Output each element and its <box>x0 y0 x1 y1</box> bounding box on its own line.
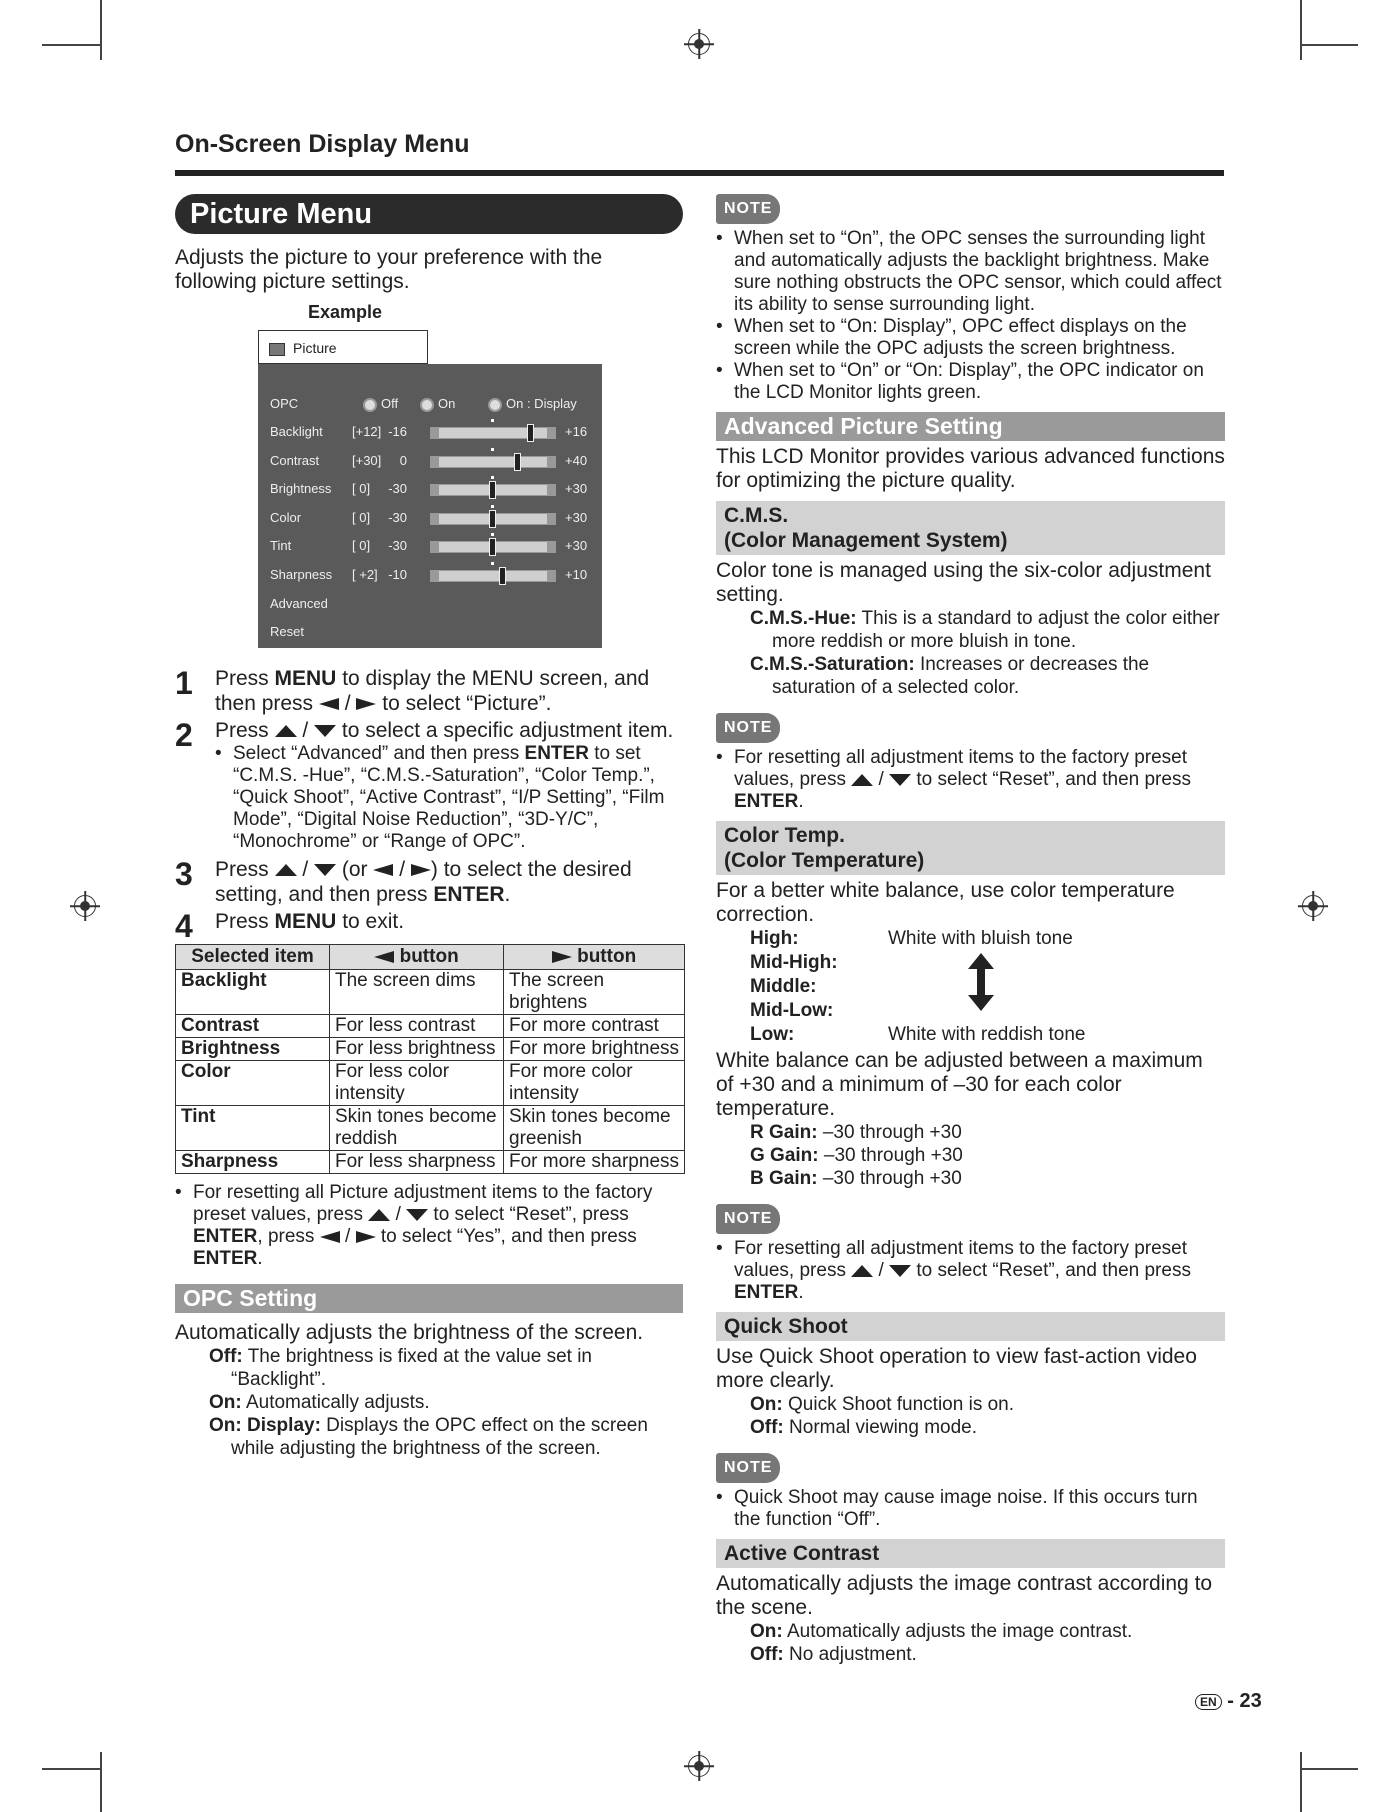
registration-mark-icon <box>74 895 96 917</box>
osd-slider <box>430 541 556 553</box>
left-arrow-icon <box>319 698 339 710</box>
osd-row-value: [+30] <box>352 452 382 468</box>
example-label: Example <box>307 302 383 322</box>
crop-mark <box>42 44 100 46</box>
down-arrow-icon <box>889 1265 911 1277</box>
slider-center-tick <box>491 562 494 565</box>
cms-reset-note: • For resetting all adjustment items to the factory preset values, press / to select “Reset”, and then press ENTER. <box>716 747 1225 813</box>
left-column <box>175 194 683 1460</box>
osd-opc-label: OPC <box>270 396 299 411</box>
table-cell-left: For less color intensity <box>330 1061 504 1106</box>
adjustment-table <box>175 944 685 1174</box>
osd-row-min: -30 <box>388 481 407 496</box>
slider-left-cap <box>431 542 439 552</box>
down-arrow-icon <box>314 864 336 876</box>
r-gain: R Gain: –30 through +30 <box>750 1122 962 1143</box>
ac-on: On: Automatically adjusts the image contrast. <box>750 1621 1133 1642</box>
slider-thumb <box>514 453 521 471</box>
note-badge: NOTE <box>716 1204 780 1234</box>
osd-slider <box>430 484 556 496</box>
quick-shoot-note: • Quick Shoot may cause image noise. If this occurs turn the function “Off”. <box>716 1487 1225 1531</box>
osd-slider-row <box>270 565 600 585</box>
crop-mark <box>100 0 102 60</box>
osd-opc-on: On <box>420 394 455 414</box>
table-header-left-button: button <box>330 945 504 970</box>
table-header-row <box>176 945 685 970</box>
osd-opc-off: Off <box>363 394 398 414</box>
osd-slider-row <box>270 479 600 499</box>
opc-note-3: • When set to “On” or “On: Display”, the OPC indicator on the LCD Monitor lights green. <box>716 360 1225 404</box>
ct-reset-note: • For resetting all adjustment items to the factory preset values, press / to select “Reset”, and then press ENTER. <box>716 1238 1225 1304</box>
osd-row-max: +10 <box>565 566 588 582</box>
b-gain: B Gain: –30 through +30 <box>750 1168 962 1189</box>
advanced-picture-setting-title: Advanced Picture Setting <box>716 412 1225 441</box>
table-cell-right: For more sharpness <box>504 1151 685 1174</box>
table-cell-item: Sharpness <box>176 1151 330 1174</box>
osd-row-label: Color <box>270 509 302 525</box>
table-cell-item: Color <box>176 1061 330 1106</box>
slider-right-cap <box>547 542 555 552</box>
left-arrow-icon <box>374 951 394 963</box>
header-rule <box>175 170 1224 176</box>
table-row <box>176 970 685 1015</box>
radio-icon <box>420 398 434 412</box>
cms-items <box>716 607 1225 699</box>
slider-thumb <box>489 538 496 556</box>
step-4: 4 Press MENU to exit. <box>175 908 405 944</box>
up-down-arrow-icon <box>966 953 996 1011</box>
osd-slider-row <box>270 422 600 442</box>
cms-intro: Color tone is managed using the six-color adjustment setting. <box>716 559 1211 606</box>
slider-center-tick <box>491 419 494 422</box>
table-cell-item: Brightness <box>176 1038 330 1061</box>
picture-icon <box>269 343 285 356</box>
table-cell-right: For more brightness <box>504 1038 685 1061</box>
table-header-item: Selected item <box>176 945 330 970</box>
osd-row-min: -30 <box>388 509 407 525</box>
step-2: 2 Press / to select a specific adjustment item. • Select “Advanced” and then press ENTER to set “C.M.S. -Hue”, “C.M.S.-Saturation”, “Color Temp.”, “Quick Shoot”, “Active Contrast”, “I/P Setting”, “Film Mode”, “Digital Noise Reduction”, “3D-Y/C”, “Monochrome” or “Range of OPC”. <box>175 718 683 853</box>
up-arrow-icon <box>275 725 297 737</box>
active-contrast-items <box>716 1620 1225 1666</box>
table-cell-left: The screen dims <box>330 970 504 1015</box>
slider-right-cap <box>547 485 555 495</box>
osd-row-max: +30 <box>565 481 588 496</box>
slider-left-cap <box>431 428 439 438</box>
slider-thumb <box>489 481 496 499</box>
cms-hue: C.M.S.-Hue: This is a standard to adjust the color either more reddish or more bluish in tone. <box>750 608 1220 652</box>
white-balance-text: White balance can be adjusted between a maximum of +30 and a minimum of –30 for each color temperature. <box>716 1049 1203 1120</box>
osd-picture-tab <box>258 330 428 364</box>
slider-right-cap <box>547 571 555 581</box>
right-arrow-icon <box>411 864 431 876</box>
slider-right-cap <box>547 457 555 467</box>
table-cell-item: Tint <box>176 1106 330 1151</box>
crop-mark <box>100 1752 102 1812</box>
osd-row-max: +30 <box>565 538 588 553</box>
opc-note-2: • When set to “On: Display”, OPC effect displays on the screen while the OPC adjusts the screen brightness. <box>716 316 1225 360</box>
table-cell-left: For less sharpness <box>330 1151 504 1174</box>
ct-high-desc: White with bluish tone <box>888 928 1073 949</box>
osd-row-value: [+12] <box>352 424 382 439</box>
osd-row-min: 0 <box>399 452 407 468</box>
opc-intro: Automatically adjusts the brightness of the screen. <box>175 1321 644 1344</box>
up-arrow-icon <box>368 1209 390 1221</box>
crop-mark <box>1300 1752 1302 1812</box>
osd-row-max: +30 <box>565 509 588 525</box>
opc-item-on: On: Automatically adjusts. <box>209 1392 430 1413</box>
down-arrow-icon <box>314 725 336 737</box>
table-cell-right: For more contrast <box>504 1015 685 1038</box>
slider-left-cap <box>431 485 439 495</box>
table-cell-right: For more color intensity <box>504 1061 685 1106</box>
table-cell-item: Contrast <box>176 1015 330 1038</box>
osd-row-value: [ +2] <box>352 566 378 582</box>
osd-reset-row: Reset <box>270 624 304 639</box>
step-1: 1 Press MENU to display the MENU screen, and then press / to select “Picture”. <box>175 665 650 715</box>
slider-center-tick <box>491 533 494 536</box>
up-arrow-icon <box>851 1265 873 1277</box>
table-row <box>176 1061 685 1106</box>
page-header: On-Screen Display Menu <box>175 130 470 158</box>
table-row <box>176 1151 685 1174</box>
osd-slider-row <box>270 508 600 528</box>
osd-slider-row <box>270 451 600 471</box>
left-arrow-icon <box>373 864 393 876</box>
active-contrast-intro: Automatically adjusts the image contrast according to the scene. <box>716 1572 1213 1619</box>
color-temp-intro: For a better white balance, use color temperature correction. <box>716 879 1175 926</box>
right-arrow-icon <box>356 698 376 710</box>
page-number <box>1195 1690 1262 1713</box>
registration-mark-icon <box>688 33 710 55</box>
ct-mid-low: Mid-Low: <box>750 1000 834 1021</box>
color-temp-levels <box>716 927 1225 1049</box>
osd-row-value: [ 0] <box>352 481 371 496</box>
qs-on: On: Quick Shoot function is on. <box>750 1394 1015 1415</box>
crop-mark <box>1300 0 1302 60</box>
active-contrast-title: Active Contrast <box>716 1539 1225 1568</box>
ct-middle: Middle: <box>750 976 817 997</box>
slider-right-cap <box>547 514 555 524</box>
osd-row-min: -10 <box>388 566 407 582</box>
table-row <box>176 1106 685 1151</box>
slider-right-cap <box>547 428 555 438</box>
osd-row-max: +16 <box>565 424 588 439</box>
crop-mark <box>42 1768 100 1770</box>
quick-shoot-intro: Use Quick Shoot operation to view fast-action video more clearly. <box>716 1345 1197 1392</box>
note-badge: NOTE <box>716 1453 780 1483</box>
osd-slider <box>430 456 556 468</box>
slider-center-tick <box>491 476 494 479</box>
table-cell-left: Skin tones become reddish <box>330 1106 504 1151</box>
slider-thumb <box>499 567 506 585</box>
slider-left-cap <box>431 457 439 467</box>
language-badge: EN <box>1195 1694 1222 1710</box>
right-column <box>716 194 1225 1666</box>
note-badge: NOTE <box>716 713 780 743</box>
osd-slider <box>430 427 556 439</box>
table-row <box>176 1038 685 1061</box>
color-temp-title: Color Temp. (Color Temperature) <box>716 821 1225 875</box>
osd-slider-row <box>270 536 600 556</box>
osd-opc-row <box>270 394 600 414</box>
table-row <box>176 1015 685 1038</box>
osd-row-label: Sharpness <box>270 566 333 582</box>
up-arrow-icon <box>275 864 297 876</box>
slider-thumb <box>489 510 496 528</box>
right-arrow-icon <box>356 1231 376 1243</box>
table-cell-left: For less brightness <box>330 1038 504 1061</box>
step-2-note: • Select “Advanced” and then press ENTER to set “C.M.S. -Hue”, “C.M.S.-Saturation”, “Color Temp.”, “Quick Shoot”, “Active Contrast”, “I/P Setting”, “Film Mode”, “Digital Noise Reduction”, “3D-Y/C”, “Monochrome” or “Range of OPC”. <box>215 743 683 853</box>
registration-mark-icon <box>688 1755 710 1777</box>
quick-shoot-title: Quick Shoot <box>716 1312 1225 1341</box>
quick-shoot-items <box>716 1393 1225 1439</box>
down-arrow-icon <box>889 774 911 786</box>
ct-low: Low: <box>750 1024 795 1045</box>
note-badge: NOTE <box>716 194 780 224</box>
osd-row-max: +40 <box>565 452 588 468</box>
down-arrow-icon <box>406 1209 428 1221</box>
osd-slider <box>430 570 556 582</box>
osd-row-label: Tint <box>270 538 292 553</box>
opc-note-1: • When set to “On”, the OPC senses the surrounding light and automatically adjusts the backlight brightness. Make sure nothing obstructs the OPC sensor, which could affect its ability to sense surrounding light. <box>716 228 1225 316</box>
opc-setting-title: OPC Setting <box>175 1284 683 1313</box>
slider-left-cap <box>431 571 439 581</box>
osd-row-value: [ 0] <box>352 538 371 553</box>
cms-saturation: C.M.S.-Saturation: Increases or decreases the saturation of a selected color. <box>750 654 1150 698</box>
osd-row-value: [ 0] <box>352 509 371 525</box>
osd-example-screen <box>258 364 602 648</box>
page-sep: - <box>1227 1690 1234 1712</box>
advanced-intro: This LCD Monitor provides various advanced functions for optimizing the picture quality. <box>716 445 1225 492</box>
table-cell-right: Skin tones become greenish <box>504 1106 685 1151</box>
osd-advanced-row: Advanced <box>270 596 328 611</box>
cms-title: C.M.S. (Color Management System) <box>716 501 1225 555</box>
slider-thumb <box>527 424 534 442</box>
g-gain: G Gain: –30 through +30 <box>750 1145 963 1166</box>
slider-center-tick <box>491 448 494 451</box>
crop-mark <box>1300 1768 1358 1770</box>
osd-row-label: Backlight <box>270 424 323 439</box>
step-3: 3 Press / (or / ) to select the desired setting, and then press ENTER. <box>175 856 632 906</box>
osd-opc-on-display: On : Display <box>488 394 577 414</box>
ct-high: High: <box>750 928 799 949</box>
table-header-right-button: button <box>504 945 685 970</box>
osd-row-label: Brightness <box>270 481 332 496</box>
slider-center-tick <box>491 505 494 508</box>
radio-icon <box>363 398 377 412</box>
page-number-value: 23 <box>1239 1690 1262 1712</box>
osd-row-min: -30 <box>388 538 407 553</box>
radio-icon <box>488 398 502 412</box>
qs-off: Off: Normal viewing mode. <box>750 1417 978 1438</box>
opc-item-on-display: On: Display: Displays the OPC effect on the screen while adjusting the brightness of the screen. <box>209 1415 648 1459</box>
up-arrow-icon <box>851 774 873 786</box>
osd-tab-label: Picture <box>293 340 337 356</box>
ct-low-desc: White with reddish tone <box>888 1024 1086 1045</box>
right-arrow-icon <box>552 951 572 963</box>
table-cell-item: Backlight <box>176 970 330 1015</box>
opc-items <box>175 1345 683 1460</box>
crop-mark <box>1300 44 1358 46</box>
picture-reset-note: • For resetting all Picture adjustment items to the factory preset values, press / to select “Reset”, press ENTER, press / to select “Yes”, and then press ENTER. <box>175 1182 683 1270</box>
registration-mark-icon <box>1302 895 1324 917</box>
ct-mid-high: Mid-High: <box>750 952 838 973</box>
steps <box>175 665 683 944</box>
osd-row-label: Contrast <box>270 452 320 468</box>
opc-item-off: Off: The brightness is fixed at the value set in “Backlight”. <box>209 1346 593 1390</box>
picture-menu-intro: Adjusts the picture to your preference with the following picture settings. <box>175 246 603 293</box>
osd-row-min: -16 <box>388 424 407 439</box>
ac-off: Off: No adjustment. <box>750 1644 917 1665</box>
osd-slider <box>430 513 556 525</box>
slider-left-cap <box>431 514 439 524</box>
gain-items <box>716 1121 1225 1190</box>
table-cell-left: For less contrast <box>330 1015 504 1038</box>
picture-menu-title: Picture Menu <box>175 194 683 234</box>
left-arrow-icon <box>320 1231 340 1243</box>
table-cell-right: The screen brightens <box>504 970 685 1015</box>
